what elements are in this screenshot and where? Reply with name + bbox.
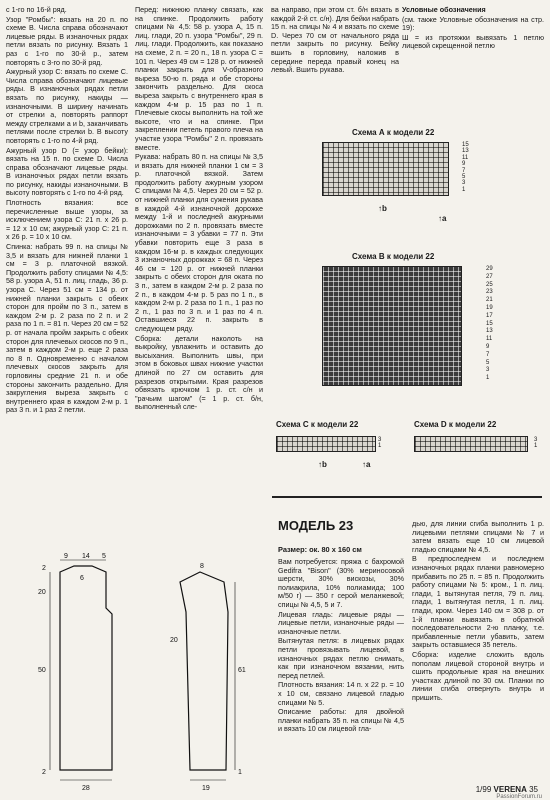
text-column-2 [135,6,263,413]
schema-d-grid [414,436,528,452]
pattern-label: 20 [38,589,46,596]
schema-b-grid [322,266,462,386]
legend-block [402,6,544,52]
pattern-label: 14 [82,553,90,560]
page-number: 35 [529,785,538,794]
pattern-label: 6 [80,575,84,582]
magazine-brand: VERENA [493,785,527,794]
text-column-3 [271,6,399,76]
paragraph: Вам потребуется: пряжа с бахромой Gedifra "Bison" (30% мериносовой шерсти, 30% вискозы, 30% полиакрила, 10% полиамида; 100 м/50 г) — 350 г серой меланжевой; спицы № 4,5, 5 и 7. [278,557,404,609]
schema-c-arrow-a: ↑a [362,460,371,469]
model23-right-column [412,520,544,703]
watermark: PassionForum.ru [496,794,542,800]
paragraph: Узор "Ромбы": вязать на 20 п. по схеме В. Числа справа обозначают лицевые ряды. В изнаночных рядах петли вязать по рисунку. Вязать 1 раз с 1-го по 30-й р., затем повторять с 3-го по 30-й ряд. [6,14,128,67]
paragraph: Ажурный узор С: вязать по схеме С. Числа справа обозначают лицевые ряды. В изнаночных рядах петли вязать по рисунку, накиды — изнаночными. В ширину начинать от стрелки а, повторять раппорт между стрелками а и b, заканчивать петлями после стрелки b. В высоту повторять с 1-го по 4-й ряд. [6,67,128,145]
paragraph: Сборка: изделие сложить вдоль пополам лицевой стороной внутрь и сшить продольные края на внешних участках длиной по 30 см. Планки по линии сгиба отвернуть внутрь и пришить. [412,649,544,702]
paragraph: Сборка: детали наколоть на выкройку, увлажнить и оставить до высыхания. Выполнить швы, при этом в боковых швах нижние участки длиной по 27 см оставить для разрезов открытыми. Края разрезов обвязать крючком 1 р. ст. с/н и "рачьим шагом" (= 1 р. ст. б/н, выполненный сле- [135,333,263,412]
schema-c-row-numbers: 3 1 [378,437,382,450]
legend-item: Ш = из протяжки вывязать 1 петлю лицевой скрещенной петлю [402,32,544,51]
paragraph: В предпоследнем и последнем изнаночных рядах планки равномерно прибавить по 25 п. = 85 п. Продолжить работу спицами № 5: кром., 1 п. лиц. глади, 1 вытянутая петля, 79 п. лиц. глади, 1 вытянутая петля, 1 п. лиц. глади, кром. Через 140 см = 308 р. от 1-й планки вывязать в обратной последовательности 2-ю планку, т.е. прибавленные петли убавить, затем закрыть оставшиеся 35 петель. [412,554,544,650]
model-size: Размер: ок. 80 х 160 см [278,545,362,554]
schema-b-row-numbers: 29 27 25 23 21 19 17 15 13 11 9 7 5 3 1 [486,266,493,382]
paragraph: с 1-го по 16-й ряд. [6,5,67,14]
schema-d-row-numbers: 3 1 [534,437,538,450]
paragraph: Плотность вязания: 14 п. х 22 р. = 10 х 10 см, связано лицевой гладью спицами № 5. [278,680,404,707]
section-divider [272,496,542,498]
model-title: МОДЕЛЬ 23 [278,518,354,533]
pattern-label: 61 [238,667,246,674]
text-column-1 [6,6,128,416]
issue-number: 1/99 [475,785,492,794]
paragraph: Перед: нижнюю планку связать, как на спинке. Продолжить работу спицами № 4,5: 58 р. узора А, 15 п. лиц. глади, 20 п. узора "Ромбы", 29 п. лиц. глади. Продолжить, как показано на схеме, 2 п. = 20 п., 18 п. узора С = 101 п. Через 49 см = 128 р. от нижней планки закрыть для V-образного выреза 50-ю п. ряда и обе стороны закончить раздельно. Для скоса выреза закрыть с внутреннего края в каждом 4-м р. 15 раз по 1 п. Плечевые скосы выполнить на той же высоте, что и на спинке. При закреплении петель правого плеча на участке узора "Ромбы" 2 п. провязать вместе. [135,5,263,152]
schema-a-title: Схема А к модели 22 [352,128,435,137]
schema-a-arrow-b: ↑b [378,204,387,213]
pattern-label: 8 [200,563,204,570]
pattern-label: 2 [42,769,46,776]
page-footer [476,785,538,794]
paragraph: Ажурный узор D (= узор бейки): вязать на 15 п. по схеме D. Числа справа обозначают лицевые ряды. В изнаночных рядах петли вязать по рисунку, накиды изнаночными. В высоту повторять с 1-го по 4-й ряд. [6,145,128,198]
schema-c-title: Схема С к модели 22 [276,420,359,429]
pattern-label: 9 [64,553,68,560]
legend-title: Условные обозначения [402,5,486,14]
paragraph: ва направо, при этом ст. б/н вязать в каждой 2-й ст. с/н). Для бейки набрать 15 п. на спицы № 4 и вязать по схеме D. Через 70 см от начального ряда петли закрыть по рисунку. Бейку вшить в горловину, наложив в середине переда правый конец на левый. Вшить рукава. [271,5,399,75]
paragraph: Лицевая гладь: лицевые ряды — лицевые петли, изнаночные ряды — изнаночные петли. [278,609,404,636]
model23-left-column [278,558,404,735]
legend-see: (см. также Условные обозначения на стр. 19): [402,14,544,33]
schema-b-title: Схема В к модели 22 [352,252,435,261]
schema-c-grid [276,436,376,452]
pattern-label: 1 [238,769,242,776]
paragraph: дью, для линии сгиба выполнить 1 р. лицевыми петлями спицами № 7 и затем вязать еще 10 см лицевой гладью спицами № 4,5. [412,519,544,554]
schema-a-grid [322,142,449,196]
paragraph: Спинка: набрать 99 п. на спицы № 3,5 и вязать для нижней планки 1 см = 3 р. платочной вязкой. Продолжить работу спицами № 4,5: 58 р. узора А, 51 п. лиц. гладь, 36 р. узора С. Через 51 см = 134 р. от нижней планки закрыть с обеих сторон для пройм по 3 п., затем в каждом 2-м р. 2 раза по 2 п. и 2 раза по 1 п. = 81 п. Через 20 см = 52 р. от начала пройм закрыть с обеих сторон для плечевых скосов по 9 п., затем в каждом 2-м р. еще 2 раза по 8 п. Одновременно с началом плечевых скосов закрыть для горловины средние 21 п. и обе стороны закончить раздельно. Для закругления выреза закрыть с внутреннего края в каждом 2-м р. 1 раз 3 п. и 1 раз 2 петли. [6,242,128,415]
pattern-label: 2 [42,565,46,572]
pattern-label: 5 [102,553,106,560]
paragraph: Плотность вязания: все перечисленные выше узоры, за исключением узора С: 21 п. х 26 р. = 12 х 10 см; ажурный узор С: 21 п. х 26 р. = 10 х 10 см. [6,198,128,242]
pattern-label: 19 [202,785,210,792]
garment-pattern-diagram [30,552,250,792]
pattern-label: 50 [38,667,46,674]
paragraph: Рукава: набрать 80 п. на спицы № 3,5 и вязать для нижней планки 1 см = 3 р. платочной вязкой. Затем продолжить работу ажурным узором С спицами № 4,5. Через 20 см = 52 р. от нижней планки для сужения рукава в каждой 4-й изнаночной дорожке между 1-й и последней ажурными дорожками по 2 п. провязать вместе изнаночными = 3 убавки = 77 п. Эти убавки повторить еще 3 раза в каждом 16-м р. в каждых следующих 3 изнаночных дорожках = 68 п. Через 46 см = 120 р. от нижней планки закрыть с обеих сторон для оката по 3 п., затем в каждом 2-м р. 2 раза по 2 п., в каждом 4-м р. 5 раз по 1 п., в каждом 2-м р. 2 раза по 1 п., 1 раз по 2 п., 1 раз по 3 п. и 1 раз по 4 п. Оставшиеся 22 п. закрыть в следующем ряду. [135,152,263,333]
schema-a-arrow-a: ↑a [438,214,447,223]
paragraph: Описание работы: для двойной планки набрать 35 п. на спицы № 4,5 и вязать 10 см лицевой гла- [278,707,404,734]
pattern-label: 28 [82,785,90,792]
pattern-label: 20 [170,637,178,644]
paragraph: Вытянутая петля: в лицевых рядах петли провязывать лицевой, в изнаночных рядах петлю снимать, как при изнаночном вязании, нить перед петлей. [278,636,404,680]
schema-a-row-numbers: 15 13 11 9 7 5 3 1 [462,142,469,193]
schema-d-title: Схема D к модели 22 [414,420,497,429]
schema-c-arrow-b: ↑b [318,460,327,469]
